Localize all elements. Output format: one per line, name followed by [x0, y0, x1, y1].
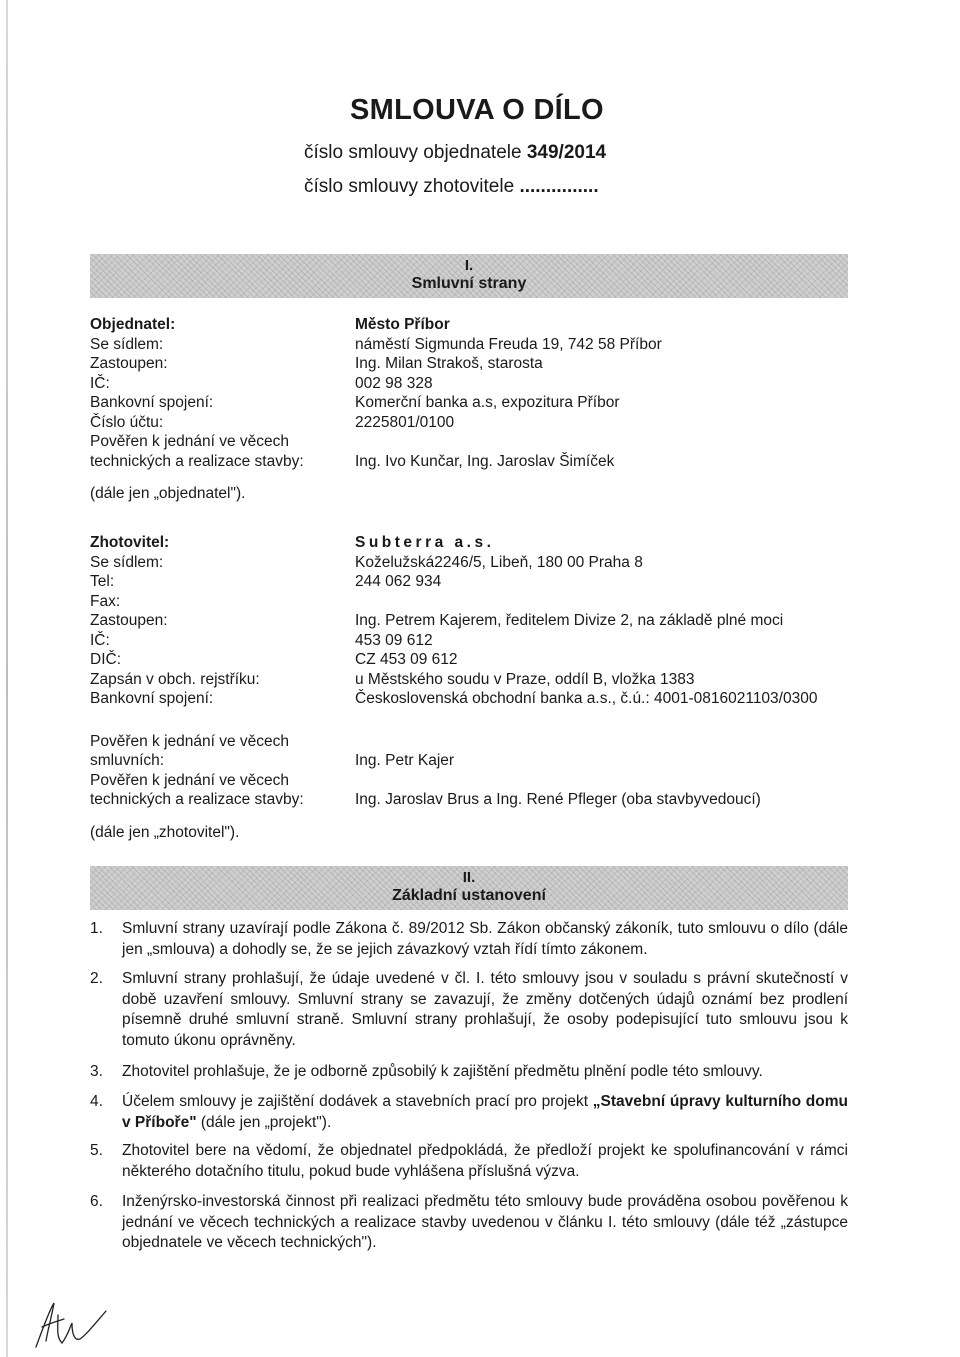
client-value [355, 432, 662, 452]
paragraph-number: 2. [90, 970, 103, 987]
contractor-label: smluvních: [90, 752, 165, 769]
paragraph-5 [90, 1141, 848, 1182]
contractor-value: 244 062 934 [355, 573, 442, 590]
section-number: II. [462, 869, 476, 886]
client-label: Číslo účtu: [90, 413, 164, 431]
paragraph-text [122, 1192, 848, 1254]
paragraph-text [122, 969, 848, 1051]
client-value: Město Příbor [355, 316, 450, 333]
contractor-label: Pověřen k jednání ve věcech [90, 732, 290, 750]
text-segment: Smluvní strany prohlašují, že údaje uvedené v čl. I. této smlouvy jsou v souladu s právní skutečností v době uzavření smlouvy. Smluvní strany se zavazují, že změny dotčených údajů oznámí bez prodlení písemně druhé smluvní straně. Smluvní strany prohlašují, že osoby podepisující tuto smlouvu jsou k tomuto úkonu oprávněny. [122, 970, 848, 1049]
contractor-label: Fax: [90, 592, 121, 610]
client-label: Zastoupen: [90, 355, 168, 372]
contractor-label: Zastoupen: [90, 612, 168, 629]
client-label: Se sídlem: [90, 335, 164, 353]
client-value: 002 98 328 [355, 374, 433, 392]
contractor-contract-number: ............... [519, 176, 599, 197]
paragraph-3 [90, 1062, 848, 1083]
client-values [355, 315, 662, 471]
client-value: 2225801/0100 [355, 413, 455, 431]
contractor-labels [90, 533, 304, 842]
contractor-value: 453 09 612 [355, 631, 433, 649]
section-name: Základní ustanovení [392, 887, 546, 904]
client-label: Pověřen k jednání ve věcech [90, 433, 290, 450]
paragraph-number: 4. [90, 1093, 103, 1110]
contractor-value: Koželužská2246/5, Libeň, 180 00 Praha 8 [355, 553, 643, 571]
paragraph-text [122, 1092, 848, 1133]
paragraph-4 [90, 1092, 848, 1133]
contractor-value: Ing. Jaroslav Brus a Ing. René Pfleger (oba stavbyvedoucí) [355, 791, 761, 808]
contractor-label: IČ: [90, 631, 110, 649]
section-heading-1 [90, 254, 848, 298]
paragraph-number: 6. [90, 1193, 103, 1210]
client-contract-number-line: číslo smlouvy objednatele 349/2014 [304, 142, 607, 163]
contractor-value: Československá obchodní banka a.s., č.ú.: 4001-0816021103/0300 [355, 690, 818, 707]
text-segment: Smluvní strany uzavírají podle Zákona č. 89/2012 Sb. Zákon občanský zákoník, tuto smlouvu o dílo (dále jen „smlouva) a dohodly se, že se jejich závazkový vztah řídí tímto zákonem. [122, 920, 848, 958]
contractor-value [355, 732, 817, 752]
paragraph-number: 3. [90, 1063, 103, 1080]
client-label: Objednatel: [90, 316, 176, 333]
section-heading-2 [90, 866, 848, 910]
client-note: (dále jen „objednatel"). [90, 485, 246, 502]
contractor-label: Bankovní spojení: [90, 690, 214, 707]
client-value: Ing. Ivo Kunčar, Ing. Jaroslav Šimíček [355, 452, 615, 470]
project-name: „Stavební úpravy kulturního domu v Příboře" [122, 1093, 848, 1131]
text-segment: Účelem smlouvy je zajištění dodávek a stavebních prací pro projekt [122, 1093, 593, 1110]
paragraph-number: 5. [90, 1142, 103, 1159]
client-labels [90, 315, 304, 504]
text-segment: Zhotovitel bere na vědomí, že objednatel předpokládá, že předloží projekt ke spolufinancování v rámci některého dotačního titulu, pokud bude vyhlášena příslušná výzva. [122, 1142, 848, 1180]
paragraph-text [122, 919, 848, 960]
scan-edge-line [6, 0, 8, 1357]
client-label: IČ: [90, 374, 110, 392]
contractor-values [355, 533, 817, 810]
contractor-note: (dále jen „zhotovitel"). [90, 823, 240, 841]
paragraph-1 [90, 919, 848, 960]
text-segment: Inženýrsko-investorská činnost při realizaci předmětu této smlouvy bude prováděna osobou pověřenou k jednání ve věcech technických a realizace stavby uvedenou v článku I. této smlouvy (dále též „zástupce objednatele ve věcech technických"). [122, 1193, 848, 1251]
contractor-value [355, 592, 817, 612]
contractor-value: CZ 453 09 612 [355, 651, 458, 668]
client-value: náměstí Sigmunda Freuda 19, 742 58 Příbor [355, 335, 662, 353]
paragraph-2 [90, 969, 848, 1051]
contractor-label: Zapsán v obch. rejstříku: [90, 670, 260, 688]
contractor-value: Ing. Petr Kajer [355, 752, 455, 769]
client-label: Bankovní spojení: [90, 394, 214, 411]
contractor-label: Pověřen k jednání ve věcech [90, 771, 290, 789]
client-contract-number: 349/2014 [526, 142, 607, 163]
client-value: Komerční banka a.s, expozitura Příbor [355, 394, 620, 411]
paragraph-6 [90, 1192, 848, 1254]
contractor-label: Se sídlem: [90, 553, 164, 571]
paragraph-text [122, 1062, 848, 1083]
client-value: Ing. Milan Strakoš, starosta [355, 355, 543, 372]
text-segment: (dále jen „projekt"). [196, 1113, 332, 1131]
paragraph-number: 1. [90, 920, 103, 937]
paragraph-text [122, 1141, 848, 1182]
contractor-value: u Městského soudu v Praze, oddíl B, vložka 1383 [355, 670, 695, 688]
handwritten-signature [28, 1295, 108, 1355]
section-number: I. [464, 257, 474, 274]
contractor-value: Subterra a.s. [355, 534, 495, 551]
text-segment: Zhotovitel prohlašuje, že je odborně způsobilý k zajištění předmětu plnění podle této smlouvy. [122, 1063, 763, 1080]
contractor-label: technických a realizace stavby: [90, 791, 304, 808]
contractor-contract-number-line: číslo smlouvy zhotovitele ............... [304, 176, 599, 197]
contractor-value: Ing. Petrem Kajerem, ředitelem Divize 2, na základě plné moci [355, 612, 784, 629]
contractor-value [355, 771, 817, 791]
contractor-label: Zhotovitel: [90, 534, 170, 551]
contractor-label: DIČ: [90, 651, 121, 668]
client-label: technických a realizace stavby: [90, 452, 304, 470]
document-title: SMLOUVA O DÍLO [350, 94, 604, 126]
contractor-label: Tel: [90, 573, 115, 590]
section-name: Smluvní strany [411, 275, 527, 292]
